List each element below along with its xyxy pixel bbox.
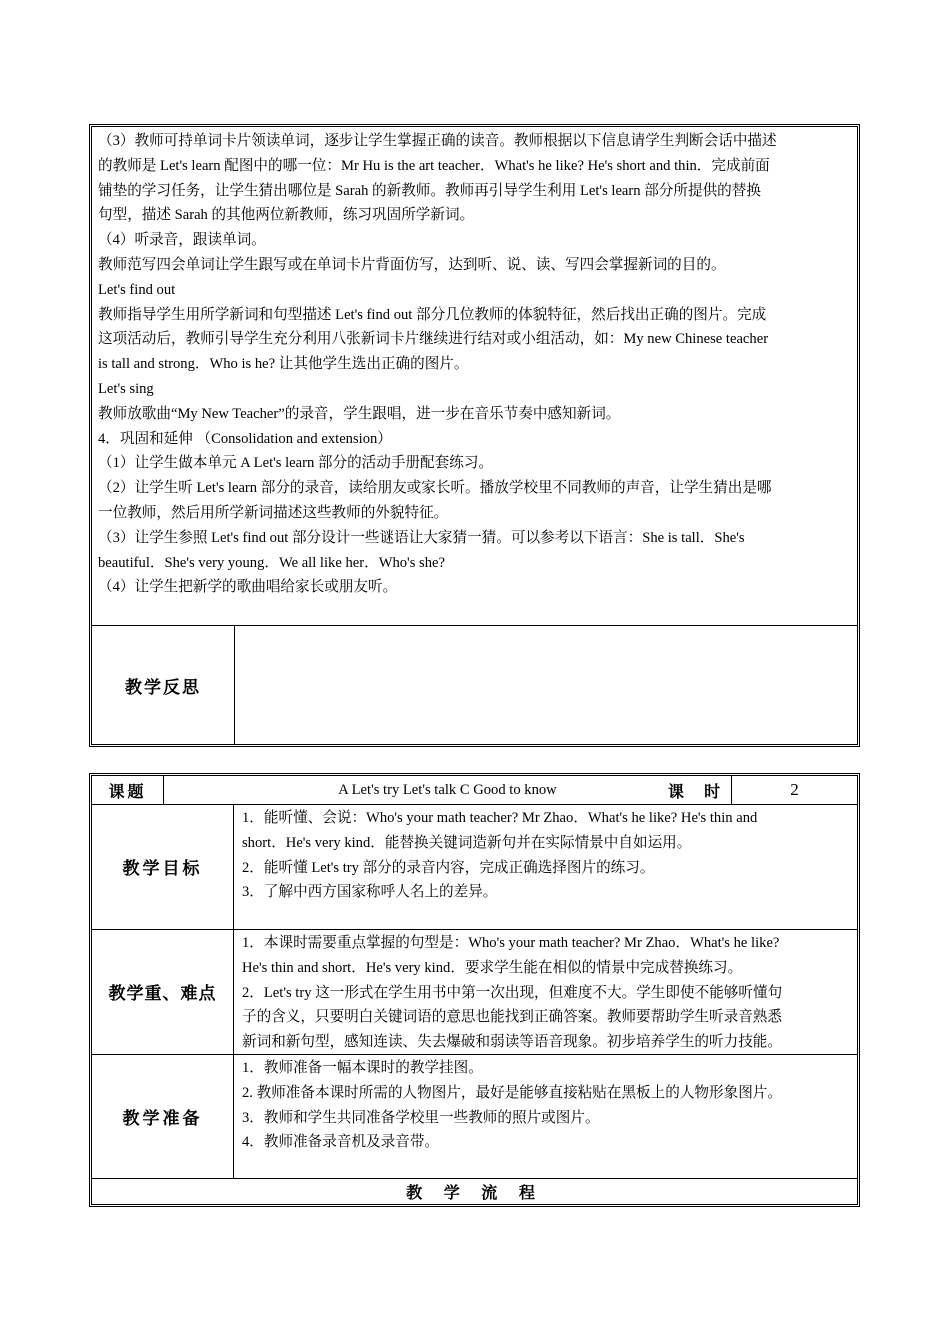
hours-label: 课 时 bbox=[660, 776, 732, 804]
key-line: He's thin and short．He's very kind．要求学生能在相似的情景中完成替换练习。 bbox=[242, 959, 743, 976]
text-line: beautiful．She's very young．We all like her．Who's she? bbox=[98, 554, 445, 571]
text-line: （1）让学生做本单元 A Let's learn 部分的活动手册配套练习。 bbox=[98, 455, 494, 472]
key-line: 2．Let's try 这一形式在学生用书中第一次出现，但难度不大。学生即使不能够听懂句 bbox=[242, 984, 783, 1001]
text-line: 4．巩固和延伸 （Consolidation and extension） bbox=[98, 430, 392, 447]
reflection-row bbox=[92, 625, 857, 744]
text-line: Let's sing bbox=[98, 380, 154, 397]
text-line: 教师指导学生用所学新词和句型描述 Let's find out 部分几位教师的体貌特征，然后找出正确的图片。完成 bbox=[98, 306, 767, 323]
text-line: 这项活动后，教师引导学生充分利用八张新词卡片继续进行结对或小组活动，如：My new Chinese teacher bbox=[98, 331, 769, 348]
text-line: （4）听录音，跟读单词。 bbox=[98, 232, 266, 249]
key-line: 子的含义，只要明白关键词语的意思也能找到正确答案。教师要帮助学生听录音熟悉 bbox=[242, 1009, 782, 1026]
lesson-continuation-table bbox=[89, 124, 860, 747]
prep-line: 3．教师和学生共同准备学校里一些教师的照片或图片。 bbox=[242, 1109, 600, 1126]
preparation-label: 教学准备 bbox=[92, 1054, 234, 1178]
goal-line: 2．能听懂 Let's try 部分的录音内容，完成正确选择图片的练习。 bbox=[242, 859, 655, 876]
key-points-label: 教学重、难点 bbox=[92, 929, 234, 1054]
hours-value: 2 bbox=[790, 780, 799, 799]
key-points-content bbox=[234, 929, 857, 1054]
text-line: （2）让学生听 Let's learn 部分的录音，读给朋友或家长听。播放学校里不同教师的声音，让学生猜出是哪 bbox=[98, 480, 772, 497]
prep-line: 4．教师准备录音机及录音带。 bbox=[242, 1134, 440, 1151]
text-line: 教师放歌曲“My New Teacher”的录音，学生跟唱，进一步在音乐节奏中感知新词。 bbox=[98, 405, 621, 422]
text-line: Let's find out bbox=[98, 281, 176, 298]
teaching-flow-heading: 教 学 流 程 bbox=[406, 1182, 543, 1202]
text-line: （3）教师可持单词卡片领读单词，逐步让学生掌握正确的读音。教师根据以下信息请学生判断会话中描述 bbox=[98, 133, 777, 149]
key-line: 1．本课时需要重点掌握的句型是：Who's your math teacher? Mr Zhao．What's he like? bbox=[242, 935, 780, 951]
goal-line: 1．能听懂、会说：Who's your math teacher? Mr Zhao．What's he like? He's thin and bbox=[242, 810, 758, 826]
topic-value: A Let's try Let's talk C Good to know bbox=[164, 776, 732, 804]
goal-line: 3．了解中西方国家称呼人名上的差异。 bbox=[242, 884, 498, 901]
prep-line: 1．教师准备一幅本课时的教学挂图。 bbox=[242, 1060, 483, 1076]
lesson-plan-table bbox=[89, 773, 860, 1207]
key-line: 新词和新句型，感知连读、失去爆破和弱读等语音现象。初步培养学生的听力技能。 bbox=[242, 1034, 782, 1051]
text-line: （4）让学生把新学的歌曲唱给家长或朋友听。 bbox=[98, 579, 398, 596]
goal-line: short．He's very kind．能替换关键词造新句并在实际情景中自如运用。 bbox=[242, 834, 692, 851]
reflection-label: 教学反思 bbox=[92, 626, 235, 744]
goals-row bbox=[92, 804, 857, 930]
text-line: 句型，描述 Sarah 的其他两位新教师，练习巩固所学新词。 bbox=[98, 207, 475, 224]
text-line: 一位教师，然后用所学新词描述这些教师的外貌特征。 bbox=[98, 504, 449, 521]
text-line: is tall and strong．Who is he? 让其他学生选出正确的图片。 bbox=[98, 356, 469, 373]
goals-content bbox=[234, 804, 857, 929]
preparation-content bbox=[234, 1054, 857, 1178]
text-line: 的教师是 Let's learn 配图中的哪一位：Mr Hu is the art teacher．What's he like? He's short and thin．完成前面 bbox=[98, 157, 770, 174]
goals-label: 教学目标 bbox=[92, 804, 234, 929]
prep-line: 2. 教师准备本课时所需的人物图片，最好是能够直接粘贴在黑板上的人物形象图片。 bbox=[242, 1084, 782, 1101]
topic-row bbox=[92, 776, 857, 805]
text-line: （3）让学生参照 Let's find out 部分设计一些谜语让大家猜一猜。可以参考以下语言：She is tall．She's bbox=[98, 529, 745, 546]
text-line: 铺垫的学习任务，让学生猜出哪位是 Sarah 的新教师。教师再引导学生利用 Let's learn 部分所提供的替换 bbox=[98, 182, 761, 199]
preparation-row bbox=[92, 1054, 857, 1179]
topic-label: 课题 bbox=[92, 776, 164, 804]
key-points-row bbox=[92, 929, 857, 1055]
text-line: 教师范写四会单词让学生跟写或在单词卡片背面仿写，达到听、说、读、写四会掌握新词的目的。 bbox=[98, 256, 726, 273]
procedure-text bbox=[98, 129, 854, 600]
